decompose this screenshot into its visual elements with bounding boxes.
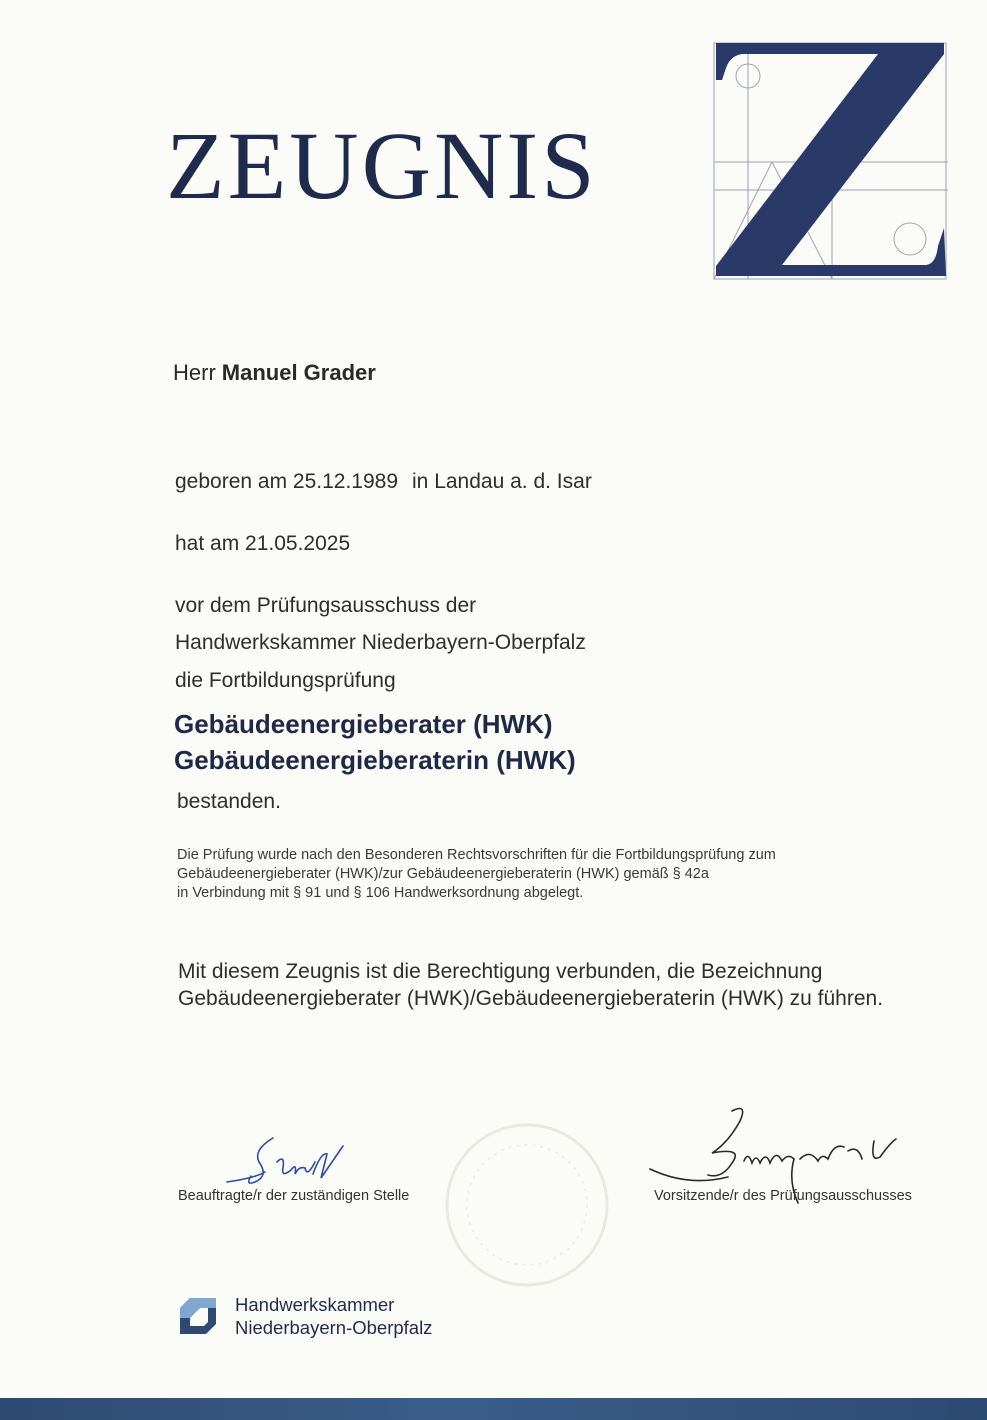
birth-date: geboren am 25.12.1989 <box>175 470 399 493</box>
birth-place: in Landau a. d. Isar <box>412 470 592 493</box>
recipient-line <box>173 360 376 386</box>
committee-line-3: die Fortbildungsprüfung <box>175 669 396 692</box>
issuer-line-2: Niederbayern-Oberpfalz <box>235 1317 433 1338</box>
exam-result: bestanden. <box>177 790 281 813</box>
exam-date: hat am 21.05.2025 <box>175 532 351 555</box>
committee-line-1: vor dem Prüfungsausschuss der <box>175 594 477 617</box>
qualification-female: Gebäudeenergieberaterin (HWK) <box>174 745 576 775</box>
entitlement-line-1: Mit diesem Zeugnis ist die Berechtigung verbunden, die Bezeichnung <box>178 960 823 983</box>
qualification-male: Gebäudeenergieberater (HWK) <box>174 709 553 739</box>
legal-notice <box>177 846 897 903</box>
handwerkskammer-logo-icon <box>178 1296 218 1336</box>
embossed-seal <box>442 1120 612 1290</box>
document-title: ZEUGNIS <box>166 112 598 219</box>
legal-line-2: Gebäudeenergieberater (HWK)/zur Gebäudeenergieberaterin (HWK) gemäß § 42a <box>177 866 709 882</box>
issuer-line-1: Handwerkskammer <box>235 1294 395 1315</box>
birth-line <box>175 470 592 494</box>
left-signature-label: Beauftragte/r der zuständigen Stelle <box>178 1188 410 1204</box>
recipient-name: Manuel Grader <box>221 360 376 385</box>
right-signature-label: Vorsitzende/r des Prüfungsausschusses <box>654 1188 912 1204</box>
salutation: Herr <box>173 360 216 385</box>
left-signature <box>225 1132 355 1188</box>
issuer-name <box>235 1293 432 1339</box>
legal-line-1: Die Prüfung wurde nach den Besonderen Rechtsvorschriften für die Fortbildungsprüfung zum <box>177 847 776 863</box>
committee-line-2: Handwerkskammer Niederbayern-Oberpfalz <box>175 631 586 654</box>
entitlement-statement <box>178 958 978 1012</box>
legal-line-3: in Verbindung mit § 91 und § 106 Handwerksordnung abgelegt. <box>177 885 584 901</box>
z-monogram-logo <box>712 40 950 282</box>
bottom-color-band <box>0 1398 987 1420</box>
entitlement-line-2: Gebäudeenergieberater (HWK)/Gebäudeenergieberaterin (HWK) zu führen. <box>178 987 884 1010</box>
